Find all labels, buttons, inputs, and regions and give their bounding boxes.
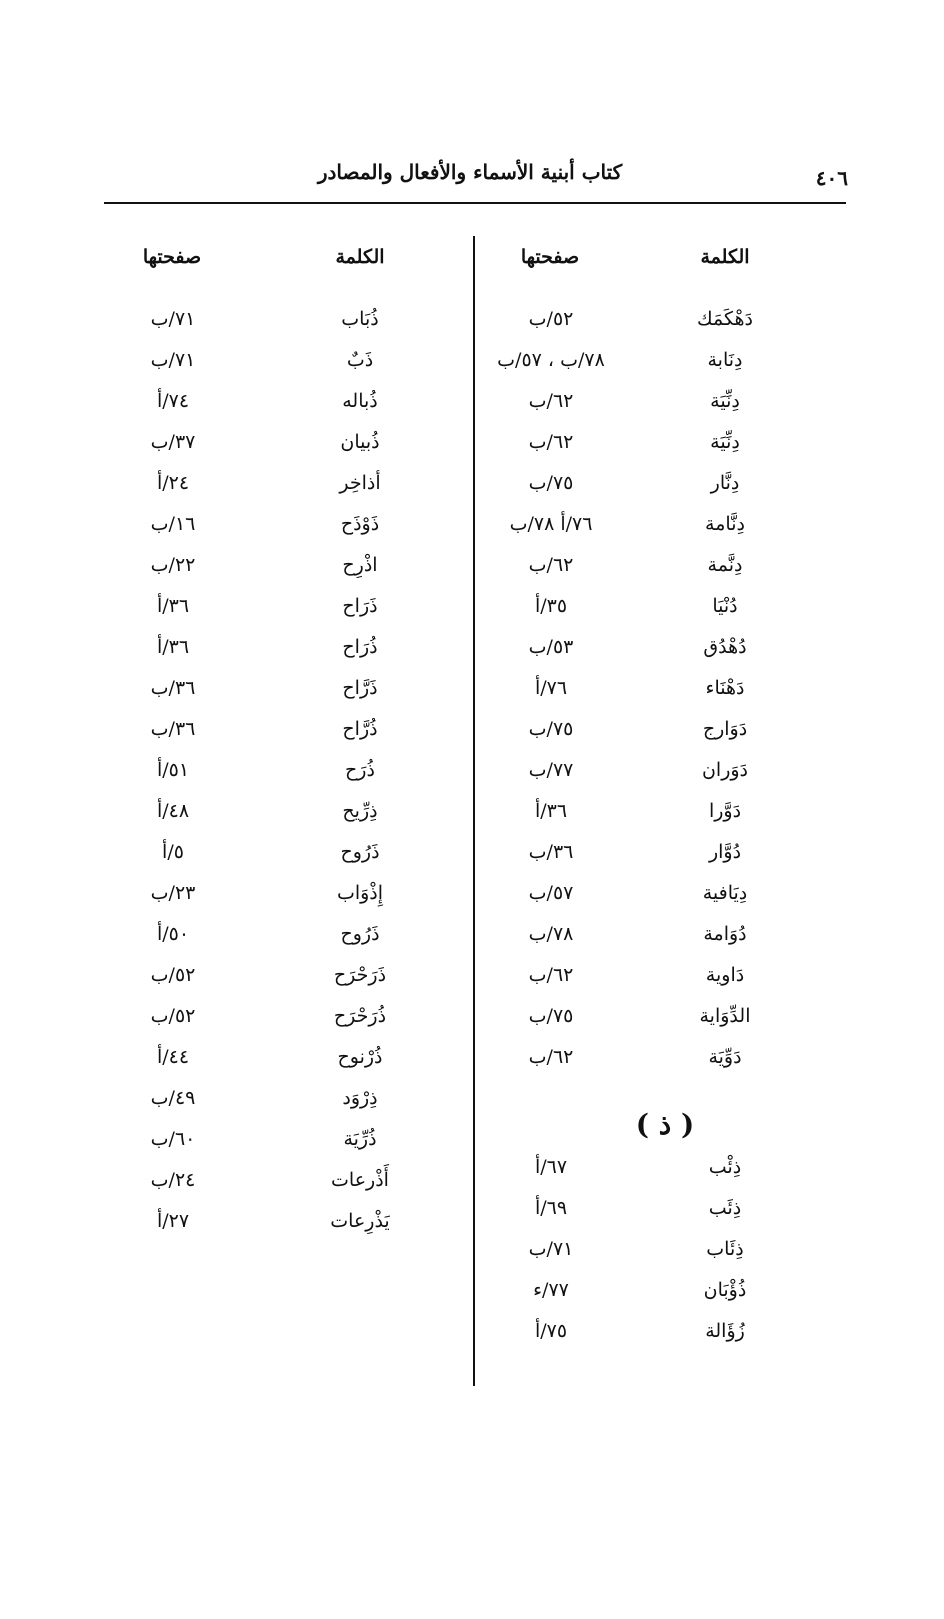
page-reference: ٧٤/أ <box>156 390 190 412</box>
index-word: ذَرُوح <box>340 841 380 863</box>
page-reference: ٧١/ب <box>528 1238 574 1260</box>
index-word: اذْرِح <box>342 554 378 576</box>
index-entry-row <box>0 472 944 512</box>
index-entry-row <box>0 1320 944 1360</box>
index-entry-row <box>0 390 944 430</box>
index-word: ذُؤْبَان <box>703 1279 747 1301</box>
page-reference: ٧٥/أ <box>534 1320 568 1342</box>
page-reference: ٣٦/أ <box>534 800 568 822</box>
index-entry-row <box>0 431 944 471</box>
index-entry-row <box>0 308 944 348</box>
index-word: الدِّوَاية <box>699 1005 751 1027</box>
page-reference: ٢٤/ب <box>150 1169 196 1191</box>
page-reference: ٢٣/ب <box>150 882 196 904</box>
page-reference: ٥٧/ب <box>528 882 574 904</box>
page-reference: ٣٥/أ <box>534 595 568 617</box>
page-reference: ٣٦/ب <box>528 841 574 863</box>
page-reference: ٧٥/ب <box>528 718 574 740</box>
page-reference: ٥٢/ب <box>528 308 574 330</box>
right-page-header: صفحتها <box>520 246 580 268</box>
index-word: ذَوْذَح <box>340 513 380 535</box>
index-entry-row <box>0 636 944 676</box>
index-word: دِنَّمة <box>707 554 743 576</box>
index-entry-row <box>0 677 944 717</box>
index-word: ذُبَاب <box>341 308 379 330</box>
index-word: دَوَّرا <box>708 800 742 822</box>
index-word: ذُرَحْرَح <box>333 1005 387 1027</box>
index-word: أَذْرعات <box>331 1169 389 1191</box>
index-word: ذِرْوَد <box>342 1087 378 1109</box>
page-reference: ٤٨/أ <box>156 800 190 822</box>
index-word: أذاخِر <box>339 472 381 494</box>
index-entry-row <box>0 1087 944 1127</box>
page-reference: ٣٦/أ <box>156 595 190 617</box>
page-reference: ٥٢/ب <box>150 964 196 986</box>
index-entry-row <box>0 1210 944 1250</box>
index-word: دِنِّيَة <box>710 390 740 412</box>
page-reference: ٣٧/ب <box>150 431 196 453</box>
index-word: دُهْدُق <box>703 636 747 658</box>
page-reference: ٧٦/أ ٧٨/ب <box>509 513 593 535</box>
page-reference: ٧٧/ء <box>533 1279 569 1301</box>
index-word: ذُرَاح <box>342 636 378 658</box>
page-reference: ٧١/ب <box>150 308 196 330</box>
page-reference: ٣٦/ب <box>150 718 196 740</box>
page-reference: ٧٥/ب <box>528 472 574 494</box>
index-word: ذُرَّاح <box>342 718 378 740</box>
index-word: ذِرِّيح <box>342 800 378 822</box>
page-reference: ٦٩/أ <box>534 1197 568 1219</box>
page-reference: ٦٧/أ <box>534 1156 568 1178</box>
page-reference: ٦٢/ب <box>528 964 574 986</box>
left-page-header: صفحتها <box>142 246 202 268</box>
page-reference: ٤٩/ب <box>150 1087 196 1109</box>
index-entry-row <box>0 1279 944 1319</box>
index-entry-row <box>0 964 944 1004</box>
right-word-header: الكلمة <box>700 246 750 268</box>
index-word: ذُرَح <box>345 759 375 781</box>
index-entry-row <box>0 1128 944 1168</box>
page-reference: ٦٢/ب <box>528 554 574 576</box>
book-title: كتاب أبنية الأسماء والأفعال والمصادر <box>317 160 623 184</box>
index-word: دُوَامة <box>703 923 747 945</box>
index-word: ذِئَاب <box>706 1238 744 1260</box>
index-word: ذِئَب <box>708 1197 742 1219</box>
index-word: دَوِّيَة <box>708 1046 742 1068</box>
page-reference: ١٦/ب <box>150 513 196 535</box>
page-number: ٤٠٦ <box>815 166 848 190</box>
page-reference: ٢٢/ب <box>150 554 196 576</box>
index-word: ذَرَحْرَح <box>333 964 387 986</box>
index-word: ذَبٌ <box>346 349 374 371</box>
page-reference: ٥٠/أ <box>156 923 190 945</box>
index-word: ذِئْب <box>708 1156 742 1178</box>
page-reference: ٦٢/ب <box>528 431 574 453</box>
page-reference: ٦٢/ب <box>528 1046 574 1068</box>
page-reference: ٧٦/أ <box>534 677 568 699</box>
page-reference: ٣٦/ب <box>150 677 196 699</box>
index-word: ذَرُوح <box>340 923 380 945</box>
index-word: دِنَابة <box>707 349 743 371</box>
index-word: دِيَافية <box>702 882 748 904</box>
index-entry-row <box>0 1046 944 1086</box>
page-reference: ٧٥/ب <box>528 1005 574 1027</box>
index-entry-row <box>0 841 944 881</box>
page-reference: ٥٢/ب <box>150 1005 196 1027</box>
left-word-header: الكلمة <box>335 246 385 268</box>
index-entry-row <box>0 349 944 389</box>
index-word: دِنِّيَة <box>710 431 740 453</box>
index-entry-row <box>0 1169 944 1209</box>
index-word: دَاوية <box>705 964 745 986</box>
page-reference: ٥٣/ب <box>528 636 574 658</box>
section-letter-dhal: ( ذ ) <box>635 1108 695 1141</box>
index-word: إِذْوَاب <box>336 882 384 904</box>
index-entry-row <box>0 759 944 799</box>
page-reference: ٧٨/ب <box>528 923 574 945</box>
index-word: يَذْرِعات <box>330 1210 390 1232</box>
index-word: ذُرِّيَة <box>343 1128 377 1150</box>
index-word: ذَرَاح <box>342 595 378 617</box>
index-word: ذَرَّاح <box>342 677 378 699</box>
page-reference: ٥١/أ <box>156 759 190 781</box>
index-entry-row <box>0 513 944 553</box>
page-reference: ٦٠/ب <box>150 1128 196 1150</box>
index-entry-row <box>0 718 944 758</box>
page-reference: ٧١/ب <box>150 349 196 371</box>
page-reference: ٥/أ <box>162 841 184 863</box>
page-reference: ٣٦/أ <box>156 636 190 658</box>
page-reference: ٤٤/أ <box>156 1046 190 1068</box>
page-reference: ٧٧/ب <box>528 759 574 781</box>
index-word: زُؤَالة <box>705 1320 745 1342</box>
index-entry-row <box>0 800 944 840</box>
index-word: دَهْنَاء <box>705 677 745 699</box>
index-word: ذُباله <box>342 390 378 412</box>
page-reference: ٧٨/ب ، ٥٧/ب <box>497 349 605 371</box>
index-entry-row <box>0 923 944 963</box>
index-word: دِنَّار <box>710 472 740 494</box>
index-entry-row <box>0 595 944 635</box>
index-entry-row <box>0 882 944 922</box>
index-word: دُنْيَا <box>712 595 738 617</box>
header-rule <box>104 202 846 204</box>
index-word: ذُبيان <box>340 431 380 453</box>
page-reference: ٢٧/أ <box>156 1210 190 1232</box>
index-word: ذُرْنوح <box>337 1046 383 1068</box>
page-reference: ٢٤/أ <box>156 472 190 494</box>
index-word: دَوَارج <box>702 718 748 740</box>
index-entry-row <box>0 554 944 594</box>
index-word: دُوَّار <box>708 841 742 863</box>
page-reference: ٦٢/ب <box>528 390 574 412</box>
index-word: دَوَران <box>701 759 749 781</box>
index-word: دِنَّامة <box>705 513 745 535</box>
index-word: دَهْكَمَك <box>697 308 753 330</box>
index-entry-row <box>0 1005 944 1045</box>
